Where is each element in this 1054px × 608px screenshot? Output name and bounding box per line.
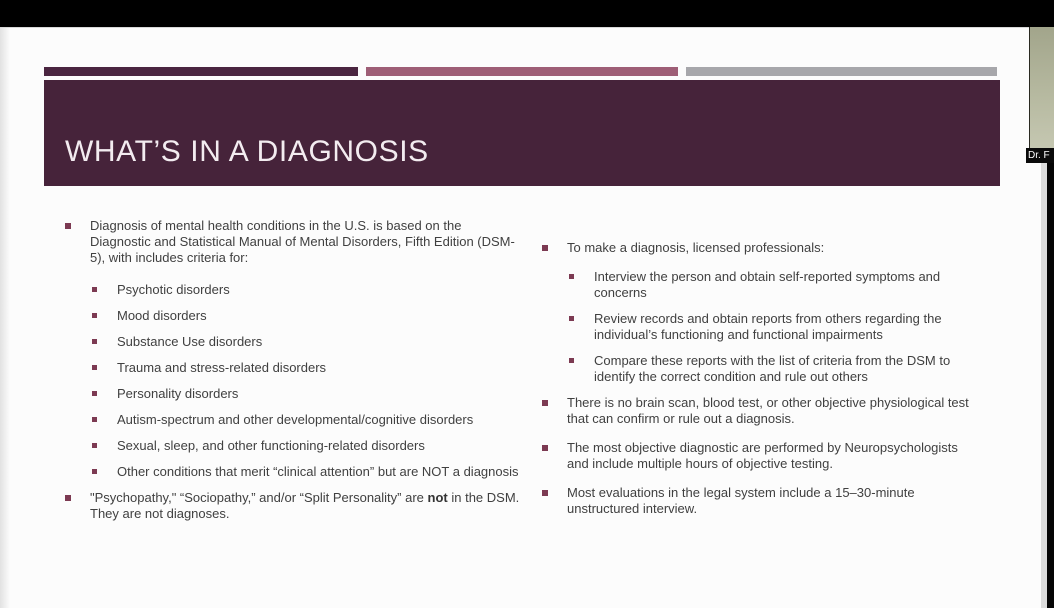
bullet-text: Personality disorders: [117, 386, 239, 401]
bullet-text: There is no brain scan, blood test, or other objective physiological test that can confirm or rule out a diagnosis.: [567, 395, 969, 426]
bullet-marker: [92, 313, 97, 318]
bullet-item: [87, 438, 520, 454]
bullet-text: Compare these reports with the list of criteria from the DSM to identify the correct condition and rule out others: [594, 353, 951, 384]
bullet-marker: [92, 339, 97, 344]
bullet-item: [60, 218, 520, 266]
bullet-marker: [569, 274, 574, 279]
bullet-item: [87, 464, 520, 480]
bullet-text: Mood disorders: [117, 308, 207, 323]
bullet-text: Review records and obtain reports from others regarding the individual’s functioning and functional impairments: [594, 311, 942, 342]
bullet-item: [537, 485, 977, 517]
bullet-item: [87, 386, 520, 402]
bullet-marker: [92, 443, 97, 448]
accent-bars: [44, 67, 997, 76]
bullet-marker: [569, 316, 574, 321]
bullet-item: [87, 360, 520, 376]
bullet-marker: [542, 445, 548, 451]
slide-title-banner: [44, 80, 1000, 186]
participant-name-label: Dr. F: [1026, 148, 1054, 163]
bullet-text: To make a diagnosis, licensed professionals:: [567, 240, 825, 255]
bullet-item: [564, 311, 977, 343]
left-bullet-column: [60, 218, 520, 535]
presentation-slide: [0, 27, 1047, 608]
accent-bar-pink: [366, 67, 678, 76]
bullet-item: [564, 269, 977, 301]
accent-bar-dark: [44, 67, 358, 76]
bullet-item: [537, 395, 977, 427]
bullet-text: Trauma and stress-related disorders: [117, 360, 327, 375]
bullet-text: Psychotic disorders: [117, 282, 230, 297]
slide-title: WHAT’S IN A DIAGNOSIS: [65, 135, 429, 168]
bullet-item: [87, 282, 520, 298]
bullet-text: Interview the person and obtain self-reported symptoms and concerns: [594, 269, 941, 300]
bullet-marker: [92, 287, 97, 292]
bullet-item: [537, 240, 977, 256]
bullet-text: Autism-spectrum and other developmental/cognitive disorders: [117, 412, 474, 427]
bullet-marker: [92, 417, 97, 422]
bullet-item: [87, 334, 520, 350]
bullet-text: Sexual, sleep, and other functioning-related disorders: [117, 438, 425, 453]
participant-video[interactable]: [1029, 27, 1054, 163]
bullet-item: [87, 412, 520, 428]
bullet-text: Substance Use disorders: [117, 334, 263, 349]
bullet-marker: [65, 223, 71, 229]
bullet-marker: [92, 391, 97, 396]
slide-left-edge: [0, 28, 10, 608]
bullet-item: [564, 353, 977, 385]
bullet-marker: [542, 400, 548, 406]
bullet-text: Other conditions that merit “clinical attention” but are NOT a diagnosis: [117, 464, 519, 479]
bullet-text: The most objective diagnostic are performed by Neuropsychologists and include multiple hours of objective testing.: [567, 440, 958, 471]
bullet-marker: [65, 495, 71, 501]
bullet-marker: [92, 365, 97, 370]
bullet-marker: [569, 358, 574, 363]
bullet-item: [537, 440, 977, 472]
right-bullet-column: [537, 240, 977, 530]
accent-bar-gray: [686, 67, 997, 76]
bullet-marker: [542, 245, 548, 251]
bullet-text: "Psychopathy," “Sociopathy,” and/or “Split Personality” are not in the DSM. They are not diagnoses.: [90, 490, 520, 521]
bullet-item: [60, 490, 520, 522]
bullet-marker: [542, 490, 548, 496]
bullet-marker: [92, 469, 97, 474]
bullet-text: Most evaluations in the legal system include a 15–30-minute unstructured interview.: [567, 485, 915, 516]
bullet-item: [87, 308, 520, 324]
bullet-text: Diagnosis of mental health conditions in the U.S. is based on the Diagnostic and Statistical Manual of Mental Disorders, Fifth Edition (DSM-5), with includes criteria for:: [90, 218, 515, 265]
